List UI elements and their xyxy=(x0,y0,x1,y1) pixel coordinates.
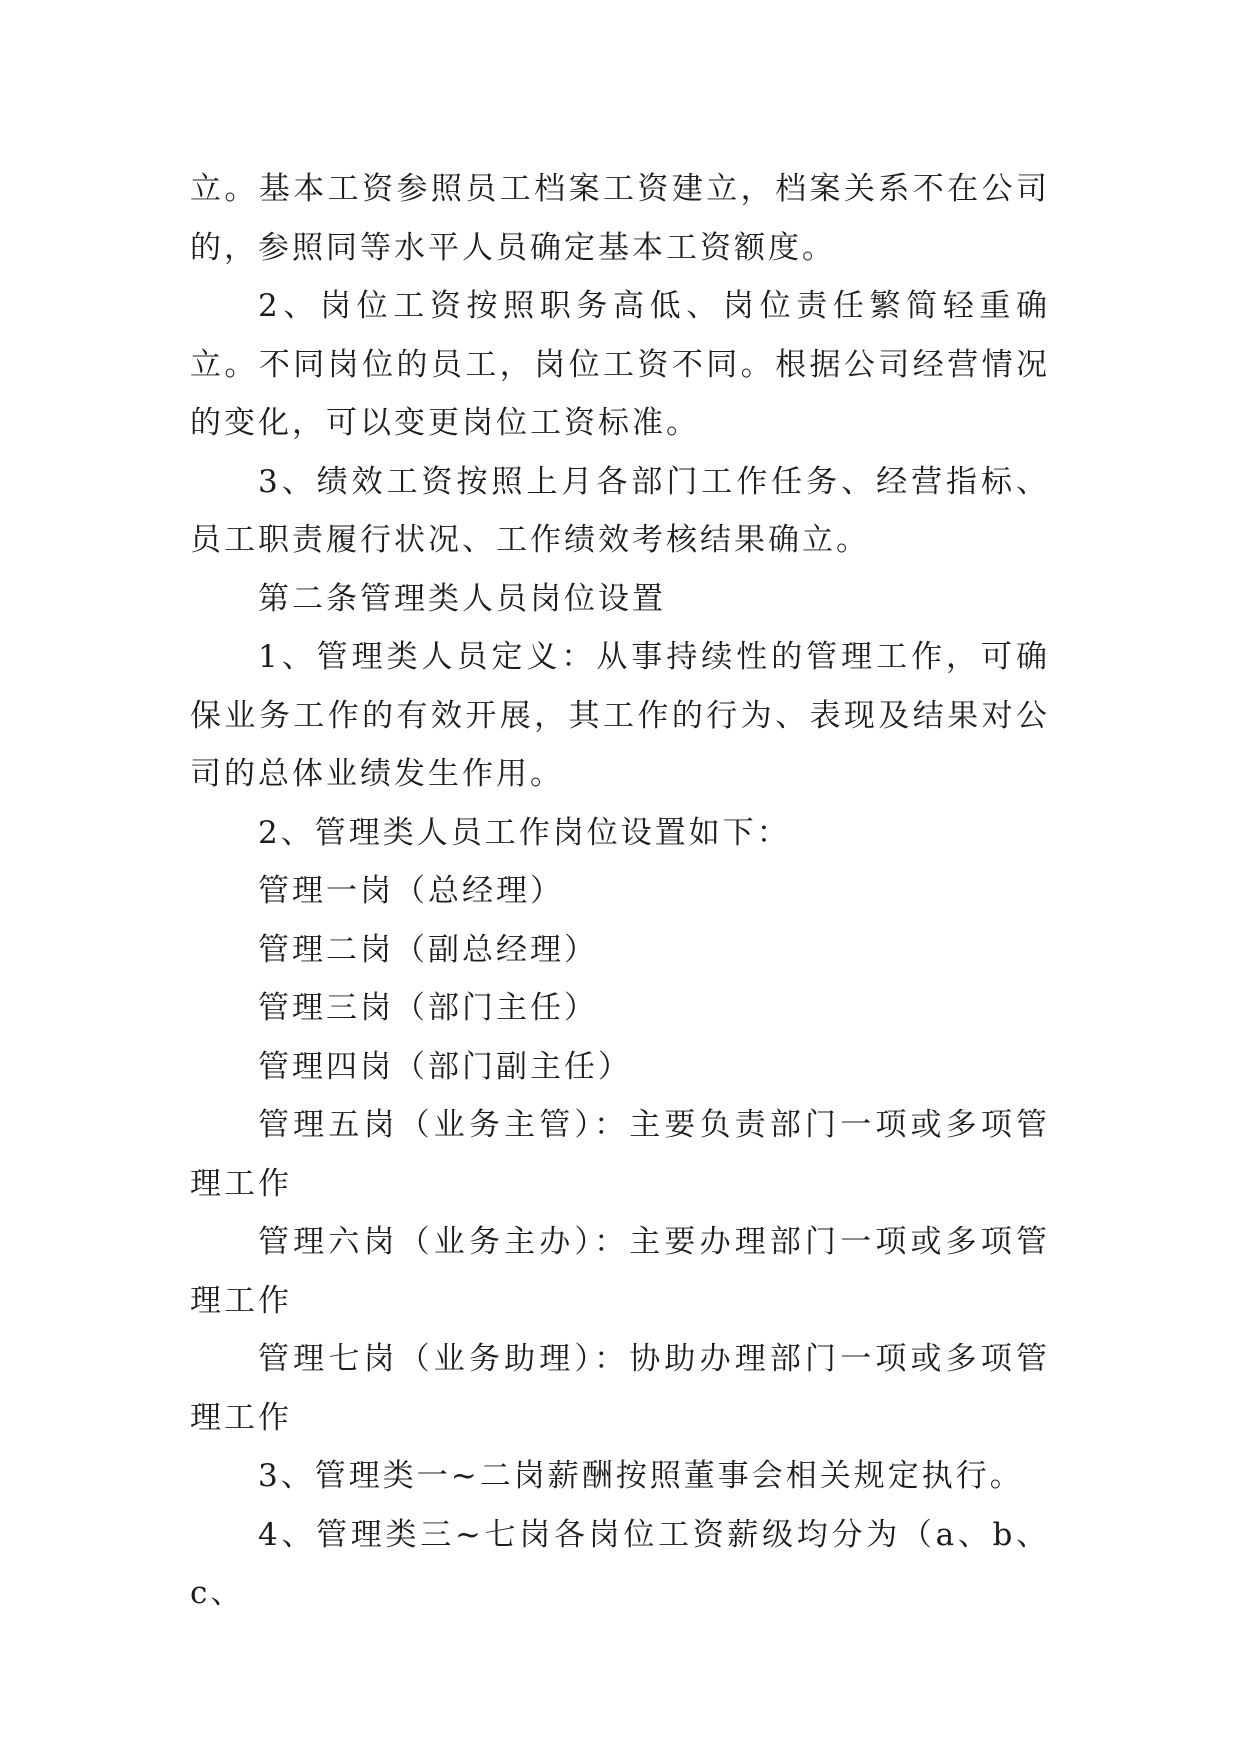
section-heading: 第二条管理类人员岗位设置 xyxy=(258,580,666,617)
position-item-5: 管理五岗（业务主管）：主要负责部门一项或多项管理工作 xyxy=(190,1107,1050,1202)
position-item-6: 管理六岗（业务主办）：主要办理部门一项或多项管理工作 xyxy=(190,1224,1050,1319)
position-item-2: 管理二岗（副总经理） xyxy=(258,931,598,968)
document-body xyxy=(190,160,1050,1623)
paragraph-14: 3、管理类一~二岗薪酬按照董事会相关规定执行。 xyxy=(258,1458,1024,1494)
position-item-4: 管理四岗（部门副主任） xyxy=(258,1048,632,1085)
paragraph-15: 4、管理类三~七岗各岗位工资薪级均分为（a、b、c、 xyxy=(190,1516,1050,1611)
paragraph-3: 3、绩效工资按照上月各部门工作任务、经营指标、员工职责履行状况、工作绩效考核结果确立。 xyxy=(190,463,1050,558)
position-item-3: 管理三岗（部门主任） xyxy=(258,990,598,1026)
position-item-7: 管理七岗（业务助理）：协助办理部门一项或多项管理工作 xyxy=(190,1341,1050,1436)
paragraph-1: 立。基本工资参照员工档案工资建立，档案关系不在公司的，参照同等水平人员确定基本工资额度。 xyxy=(190,171,1050,266)
paragraph-5: 1、管理类人员定义：从事持续性的管理工作，可确保业务工作的有效开展，其工作的行为、表现及结果对公司的总体业绩发生作用。 xyxy=(190,639,1050,792)
paragraph-6: 2、管理类人员工作岗位设置如下： xyxy=(258,814,791,851)
paragraph-2: 2、岗位工资按照职务高低、岗位责任繁简轻重确立。不同岗位的员工，岗位工资不同。根据公司经营情况的变化，可以变更岗位工资标准。 xyxy=(190,288,1050,441)
position-item-1: 管理一岗（总经理） xyxy=(258,873,564,909)
